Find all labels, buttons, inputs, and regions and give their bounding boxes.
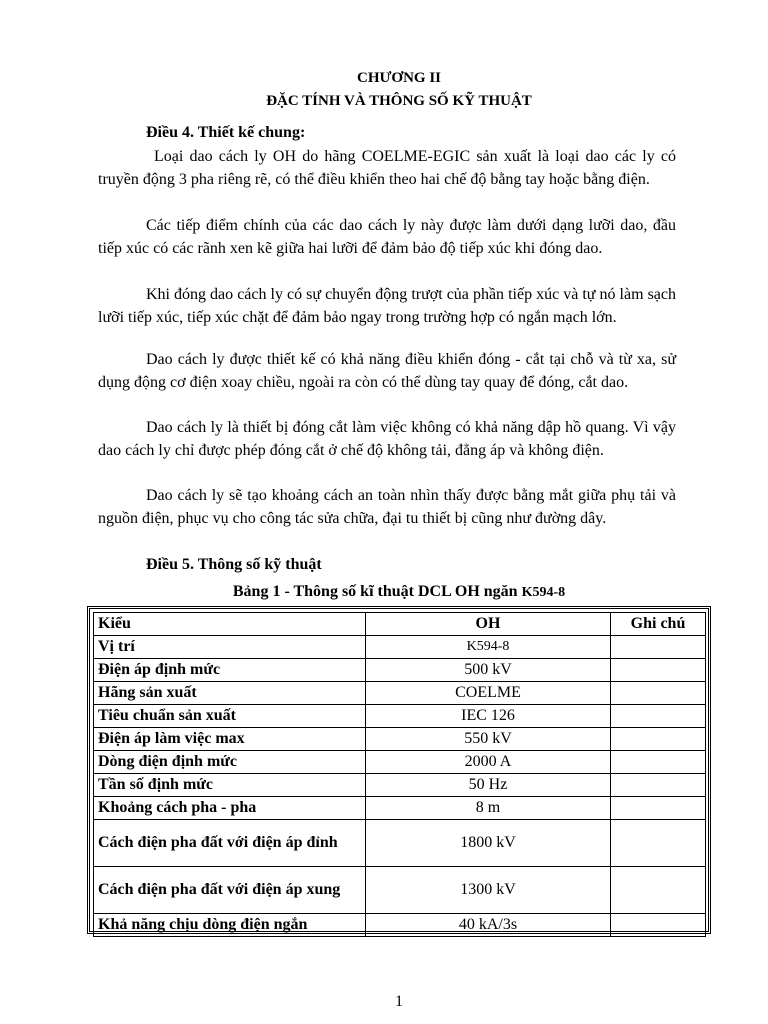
- table-caption: [0, 583, 768, 601]
- row-label: Khoảng cách pha - pha: [94, 797, 366, 820]
- row-value: 1800 kV: [366, 820, 611, 867]
- table-row: [94, 914, 706, 937]
- row-label: Dòng điện định mức: [94, 751, 366, 774]
- row-note: [611, 705, 706, 728]
- header-type: Kiểu: [94, 613, 366, 636]
- row-value: 2000 A: [366, 751, 611, 774]
- article-5-heading: Điều 5. Thông số kỹ thuật: [146, 556, 322, 573]
- row-note: [611, 820, 706, 867]
- row-label: Điện áp định mức: [94, 659, 366, 682]
- chapter-title: ĐẶC TÍNH VÀ THÔNG SỐ KỸ THUẬT: [266, 93, 532, 109]
- row-label: Khả năng chịu dòng điện ngắn: [94, 914, 366, 937]
- row-note: [611, 751, 706, 774]
- table-header-row: [94, 613, 706, 636]
- row-value: K594-8: [366, 636, 611, 659]
- row-note: [611, 914, 706, 937]
- row-value: 550 kV: [366, 728, 611, 751]
- row-label: Tần số định mức: [94, 774, 366, 797]
- row-label: Hãng sản xuất: [94, 682, 366, 705]
- paragraph: Các tiếp điểm chính của các dao cách ly này được làm dưới dạng lưỡi dao, đầu tiếp xúc có các rãnh xen kẽ giữa hai lưỡi để đảm bảo độ tiếp xúc khi đóng dao.: [98, 217, 676, 257]
- spec-table: [93, 612, 706, 937]
- row-label: Vị trí: [94, 636, 366, 659]
- row-label: Cách điện pha đất với điện áp xung: [94, 867, 366, 914]
- paragraph: Loại dao cách ly OH do hãng COELME-EGIC sản xuất là loại dao các ly có truyền động 3 pha riêng rẽ, có thể điều khiển theo hai chế độ bằng tay hoặc bằng điện.: [98, 148, 676, 188]
- row-note: [611, 867, 706, 914]
- table-row: [94, 636, 706, 659]
- row-value: COELME: [366, 682, 611, 705]
- header-oh: OH: [366, 613, 611, 636]
- row-value: 8 m: [366, 797, 611, 820]
- row-label: Cách điện pha đất với điện áp đỉnh: [94, 820, 366, 867]
- chapter-number: CHƯƠNG II: [356, 70, 442, 86]
- table-row: [94, 659, 706, 682]
- row-value: 50 Hz: [366, 774, 611, 797]
- row-value: IEC 126: [366, 705, 611, 728]
- row-label: Điện áp làm việc max: [94, 728, 366, 751]
- row-note: [611, 797, 706, 820]
- header-note: Ghi chú: [611, 613, 706, 636]
- row-note: [611, 682, 706, 705]
- table-row: [94, 728, 706, 751]
- row-value: 1300 kV: [366, 867, 611, 914]
- row-note: [611, 636, 706, 659]
- table-row: [94, 751, 706, 774]
- table-row: [94, 705, 706, 728]
- table-caption-code: K594-8: [521, 585, 566, 600]
- paragraph: Khi đóng dao cách ly có sự chuyển động trượt của phần tiếp xúc và tự nó làm sạch lưỡi tiếp xúc, tiếp xúc chặt để đảm bảo ngay trong trường hợp có ngắn mạch lớn.: [98, 286, 676, 326]
- table-row: [94, 820, 706, 867]
- table-caption-text: Bảng 1 - Thông số kĩ thuật DCL OH ngăn: [232, 583, 518, 600]
- row-note: [611, 774, 706, 797]
- paragraph: Dao cách ly được thiết kế có khả năng điều khiển đóng - cắt tại chỗ và từ xa, sử dụng động cơ điện xoay chiều, ngoài ra còn có thể dùng tay quay để đóng, cắt dao.: [98, 351, 676, 391]
- table-row: [94, 797, 706, 820]
- paragraph: Dao cách ly là thiết bị đóng cắt làm việc không có khả năng dập hồ quang. Vì vậy dao cách ly chỉ được phép đóng cắt ở chế độ không tải, đẳng áp và không điện.: [98, 419, 676, 459]
- spec-table-frame: [87, 606, 711, 934]
- paragraph: Dao cách ly sẽ tạo khoảng cách an toàn nhìn thấy được bằng mắt giữa phụ tải và nguồn điện, phục vụ cho công tác sửa chữa, đại tu thiết bị cũng như đường dây.: [98, 487, 676, 527]
- row-note: [611, 659, 706, 682]
- row-note: [611, 728, 706, 751]
- row-value: 500 kV: [366, 659, 611, 682]
- page-number: 1: [395, 993, 403, 1010]
- row-label: Tiêu chuẩn sản xuất: [94, 705, 366, 728]
- table-row: [94, 867, 706, 914]
- row-value: 40 kA/3s: [366, 914, 611, 937]
- table-row: [94, 774, 706, 797]
- article-4-heading: Điều 4. Thiết kế chung:: [146, 124, 306, 141]
- table-row: [94, 682, 706, 705]
